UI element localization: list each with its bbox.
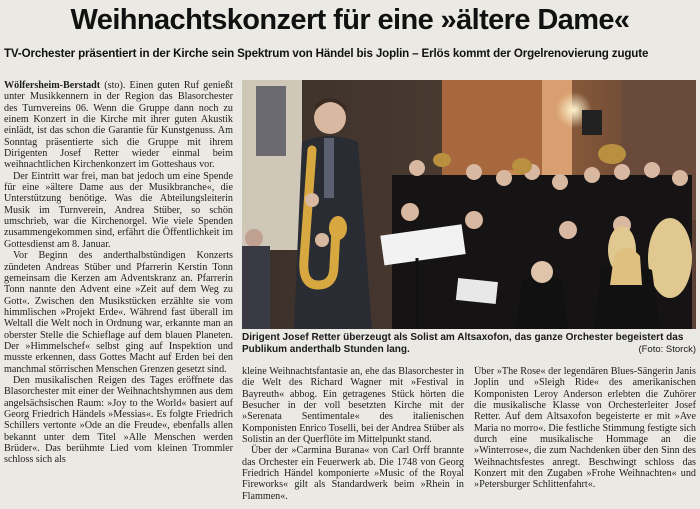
paragraph: kleine Weihnachtsfantasie an, ehe das Blasorchester in die Welt des Richard Wagner mit »Festival in Bayreuth« abbog. Ein getragenes Stück hörten die Besucher in der voll besetzten Kirche mit der »Serenata Sentimentale« des italienischen Komponisten Enrico Toselli, bei der Andrea Stüber als Solistin an der Querflöte im Mittelpunkt stand. (242, 366, 464, 446)
headline: Weihnachtskonzert für eine »ältere Dame« (70, 4, 630, 36)
paragraph: Über der »Carmina Burana« von Carl Orff brannte das Orchester ein Feuerwerk ab. Die 1748 von Georg Friedrich Händel komponierte »Music of the Royal Fireworks« gilt als Standardwerk beim »Rhein in Flammen«. (242, 445, 464, 502)
paragraph: Der Eintritt war frei, man bat jedoch um eine Spende für eine »ältere Dame aus der Musikbranche«, die Unterstützung benötige. Was die Abteilungsleiterin Musik im Turnverein, Andrea Stüber, so schön umschrieb, war die Kirchenorgel. Wie viele Spenden zusammengekommen sind, erfährt die Öffentlichkeit im Gottesdienst am 8. Januar. (4, 170, 233, 250)
dateline: Wölfersheim-Berstadt (4, 80, 101, 91)
paragraph: Den musikalischen Reigen des Tages eröffnete das Blasorchester mit einer der Weihnachtshymnen aus dem angelsächsischen Raum: »Joy to the World« basiert auf Georg Friedrich Händels »Messias«. Es folgte Friedrich Schillers vertonte »Ode an die Freude«, ebenfalls allen bekannt unter dem Titel »Alle Menschen werden Brüder«. Das berühmte Lied vom kleinen Trommler schloss sich als (4, 374, 233, 466)
article-column-1 (4, 80, 233, 508)
subheadline: TV-Orchester präsentiert in der Kirche sein Spektrum von Händel bis Joplin – Erlös kommt der Orgelrenovierung zugute (4, 47, 649, 60)
article-column-2 (242, 366, 464, 508)
photo-caption (242, 332, 696, 356)
paragraph (4, 80, 233, 171)
paragraph-text: (sto). Einen guten Ruf genießt unter Musikkennern in der Region das Blasorchester des Turnvereins 06. Wenn die Gruppe dann noch zu einem Konzert in die Kirche mit ihrer guten Akustik einlädt, ist das schon die Garantie für Kunstgenuss. Am Sonntag präsentierte sich die Gruppe mit ihrem Dirigenten Josef Retter wieder einmal beim weihnachtlichen Kirchenkonzert im Gotteshaus vor. (4, 80, 233, 171)
concert-photo (242, 80, 696, 329)
paragraph: Über »The Rose« der legendären Blues-Sängerin Janis Joplin und »Sleigh Ride« des amerikanischen Komponisten Leroy Anderson erlebten die Zuhörer die musikalische Klasse von Orchesterleiter Josef Retter. Auf dem Altsaxofon begeisterte er mit »Ave Maria no morro«. Die festliche Stimmung festigte sich durch eine musikalische Hommage an die »Winterrose«, die zum Nachdenken über den Sinn des Weihnachtsfestes anregt. Beschwingt schloss das Konzert mit den Zugaben »Frohe Weihnachten« und »Petersburger Schlittenfahrt«. (474, 366, 696, 491)
article-column-3 (474, 366, 696, 508)
paragraph: Vor Beginn des anderthalbstündigen Konzerts zündeten Andreas Stüber und Pfarrerin Kerstin Tonn gemeinsam die Kerzen am Adventskranz an. Pfarrerin Tonn nannte den Advent eine »Zeit auf dem Weg zu Gott«. Zwischen den Musikstücken erzählte sie vom himmlischen »Projekt Erde«. Während fast überall im Weltall die Welt noch in Ordnung war, erkannte man an oberster Stelle die Schieflage auf dem blauen Planeten. Der »Himmelschef« selbst ging auf Inspektion und musste erkennen, dass Gottes Macht auf Erden bei den manchmal störrischen Menschen Grenzen gesetzt sind. (4, 250, 233, 375)
photo-credit: (Foto: Storck) (638, 344, 696, 355)
caption-text: Dirigent Josef Retter überzeugt als Solist am Altsaxofon, das ganze Orchester begeistert das Publikum anderthalb Stunden lang. (242, 332, 684, 355)
